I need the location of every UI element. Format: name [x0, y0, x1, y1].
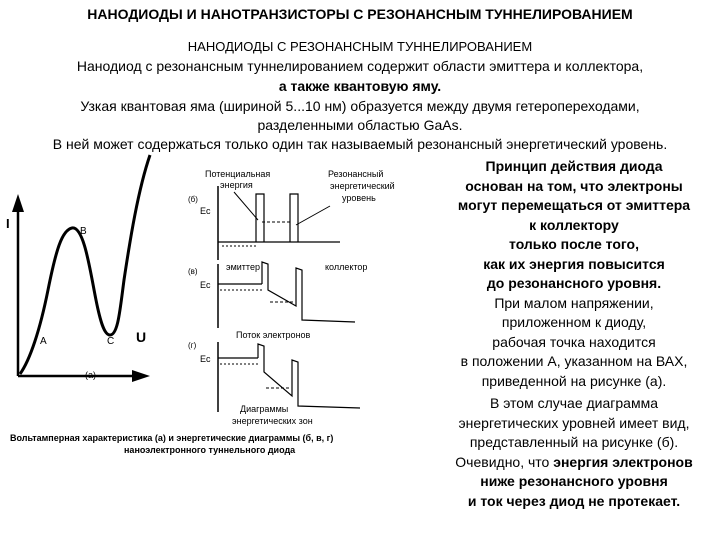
principle-line-1: Принцип действия диода [485, 158, 663, 174]
intro-line-2: а также квантовую яму. [278, 78, 442, 94]
panel-v-ec: Eс [200, 280, 211, 290]
panel-g-ec: Eс [200, 354, 211, 364]
voltage-line-3: рабочая точка находится [492, 334, 656, 350]
voltage-line-2: приложенном к диоду, [501, 314, 647, 330]
section-subtitle: НАНОДИОДЫ С РЕЗОНАНСНЫМ ТУННЕЛИРОВАНИЕМ [187, 39, 533, 54]
label-diagrams-2: энергетических зон [232, 416, 313, 426]
voltage-line-5: приведенной на рисунке (а). [481, 373, 667, 389]
label-resonant-1: Резонансный [328, 169, 384, 179]
leader-resonant [296, 206, 330, 225]
conclusion-line-1 [430, 453, 718, 473]
iv-point-a: A [40, 336, 47, 347]
conclusion-line-2: ниже резонансного уровня [480, 473, 668, 489]
label-energy: энергия [220, 180, 253, 190]
intro-line-1: Нанодиод с резонансным туннелированием содержит области эмиттера и коллектора, [76, 58, 644, 74]
principle-line-7: до резонансного уровня. [486, 275, 662, 291]
case-line-2: энергетических уровней имеет вид, [458, 415, 690, 431]
iv-point-c: C [107, 336, 115, 347]
iv-characteristic [12, 155, 150, 382]
label-emitter: эмиттер [226, 262, 260, 272]
label-resonant-2: энергетический [330, 181, 395, 191]
panel-b-ec: Eс [200, 206, 211, 216]
voltage-line-4: в положении A, указанном на ВАХ, [460, 353, 688, 369]
principle-line-4: к коллектору [529, 217, 619, 233]
conclusion-prefix: Очевидно, что [455, 454, 554, 470]
principle-line-2: основан на том, что электроны [465, 178, 683, 194]
iv-x-arrow [132, 370, 150, 382]
label-collector: коллектор [325, 262, 368, 272]
page-title: НАНОДИОДЫ И НАНОТРАНЗИСТОРЫ С РЕЗОНАНСНЫМ ТУННЕЛИРОВАНИЕМ [87, 6, 633, 22]
label-resonant-3: уровень [342, 193, 376, 203]
intro-line-4: разделенными областью GaAs. [257, 117, 463, 133]
conclusion-bold: энергия электронов [553, 454, 693, 470]
conclusion-line-3: и ток через диод не протекает. [467, 493, 681, 509]
iv-y-arrow [12, 194, 24, 212]
iv-u-label: U [136, 329, 147, 345]
principle-line-5: только после того, [509, 236, 639, 252]
principle-line-3: могут перемещаться от эмиттера [457, 197, 691, 213]
voltage-line-1: При малом напряжении, [494, 295, 654, 311]
figure-diagrams [0, 150, 440, 470]
principle-line-6: как их энергия повысится [483, 256, 665, 272]
iv-i-label: I [6, 216, 10, 231]
intro-line-3: Узкая квантовая яма (шириной 5...10 нм) образуется между двумя гетеропереходами, [80, 98, 640, 114]
panel-b-label: (б) [188, 195, 198, 204]
label-electron-flow: Поток электронов [236, 330, 311, 340]
iv-panel-label: (а) [85, 370, 96, 380]
caption-line-2: наноэлектронного туннельного диода [124, 445, 296, 455]
caption-line-1: Вольтамперная характеристика (а) и энергетические диаграммы (б, в, г) [10, 433, 334, 443]
diagram-b [218, 186, 340, 260]
leader-potential [234, 192, 258, 220]
diagram-g [218, 342, 360, 412]
iv-point-b: B [80, 226, 87, 237]
label-diagrams-1: Диаграммы [240, 404, 289, 414]
intro-line-5: В ней может содержаться только один так называемый резонансный энергетический уровень. [52, 136, 668, 152]
panel-v-label: (в) [188, 267, 198, 276]
case-line-1: В этом случае диаграмма [489, 395, 659, 411]
case-line-3: представленный на рисунке (б). [469, 434, 679, 450]
panel-g-label: (г) [188, 341, 197, 350]
label-potential: Потенциальная [205, 169, 271, 179]
